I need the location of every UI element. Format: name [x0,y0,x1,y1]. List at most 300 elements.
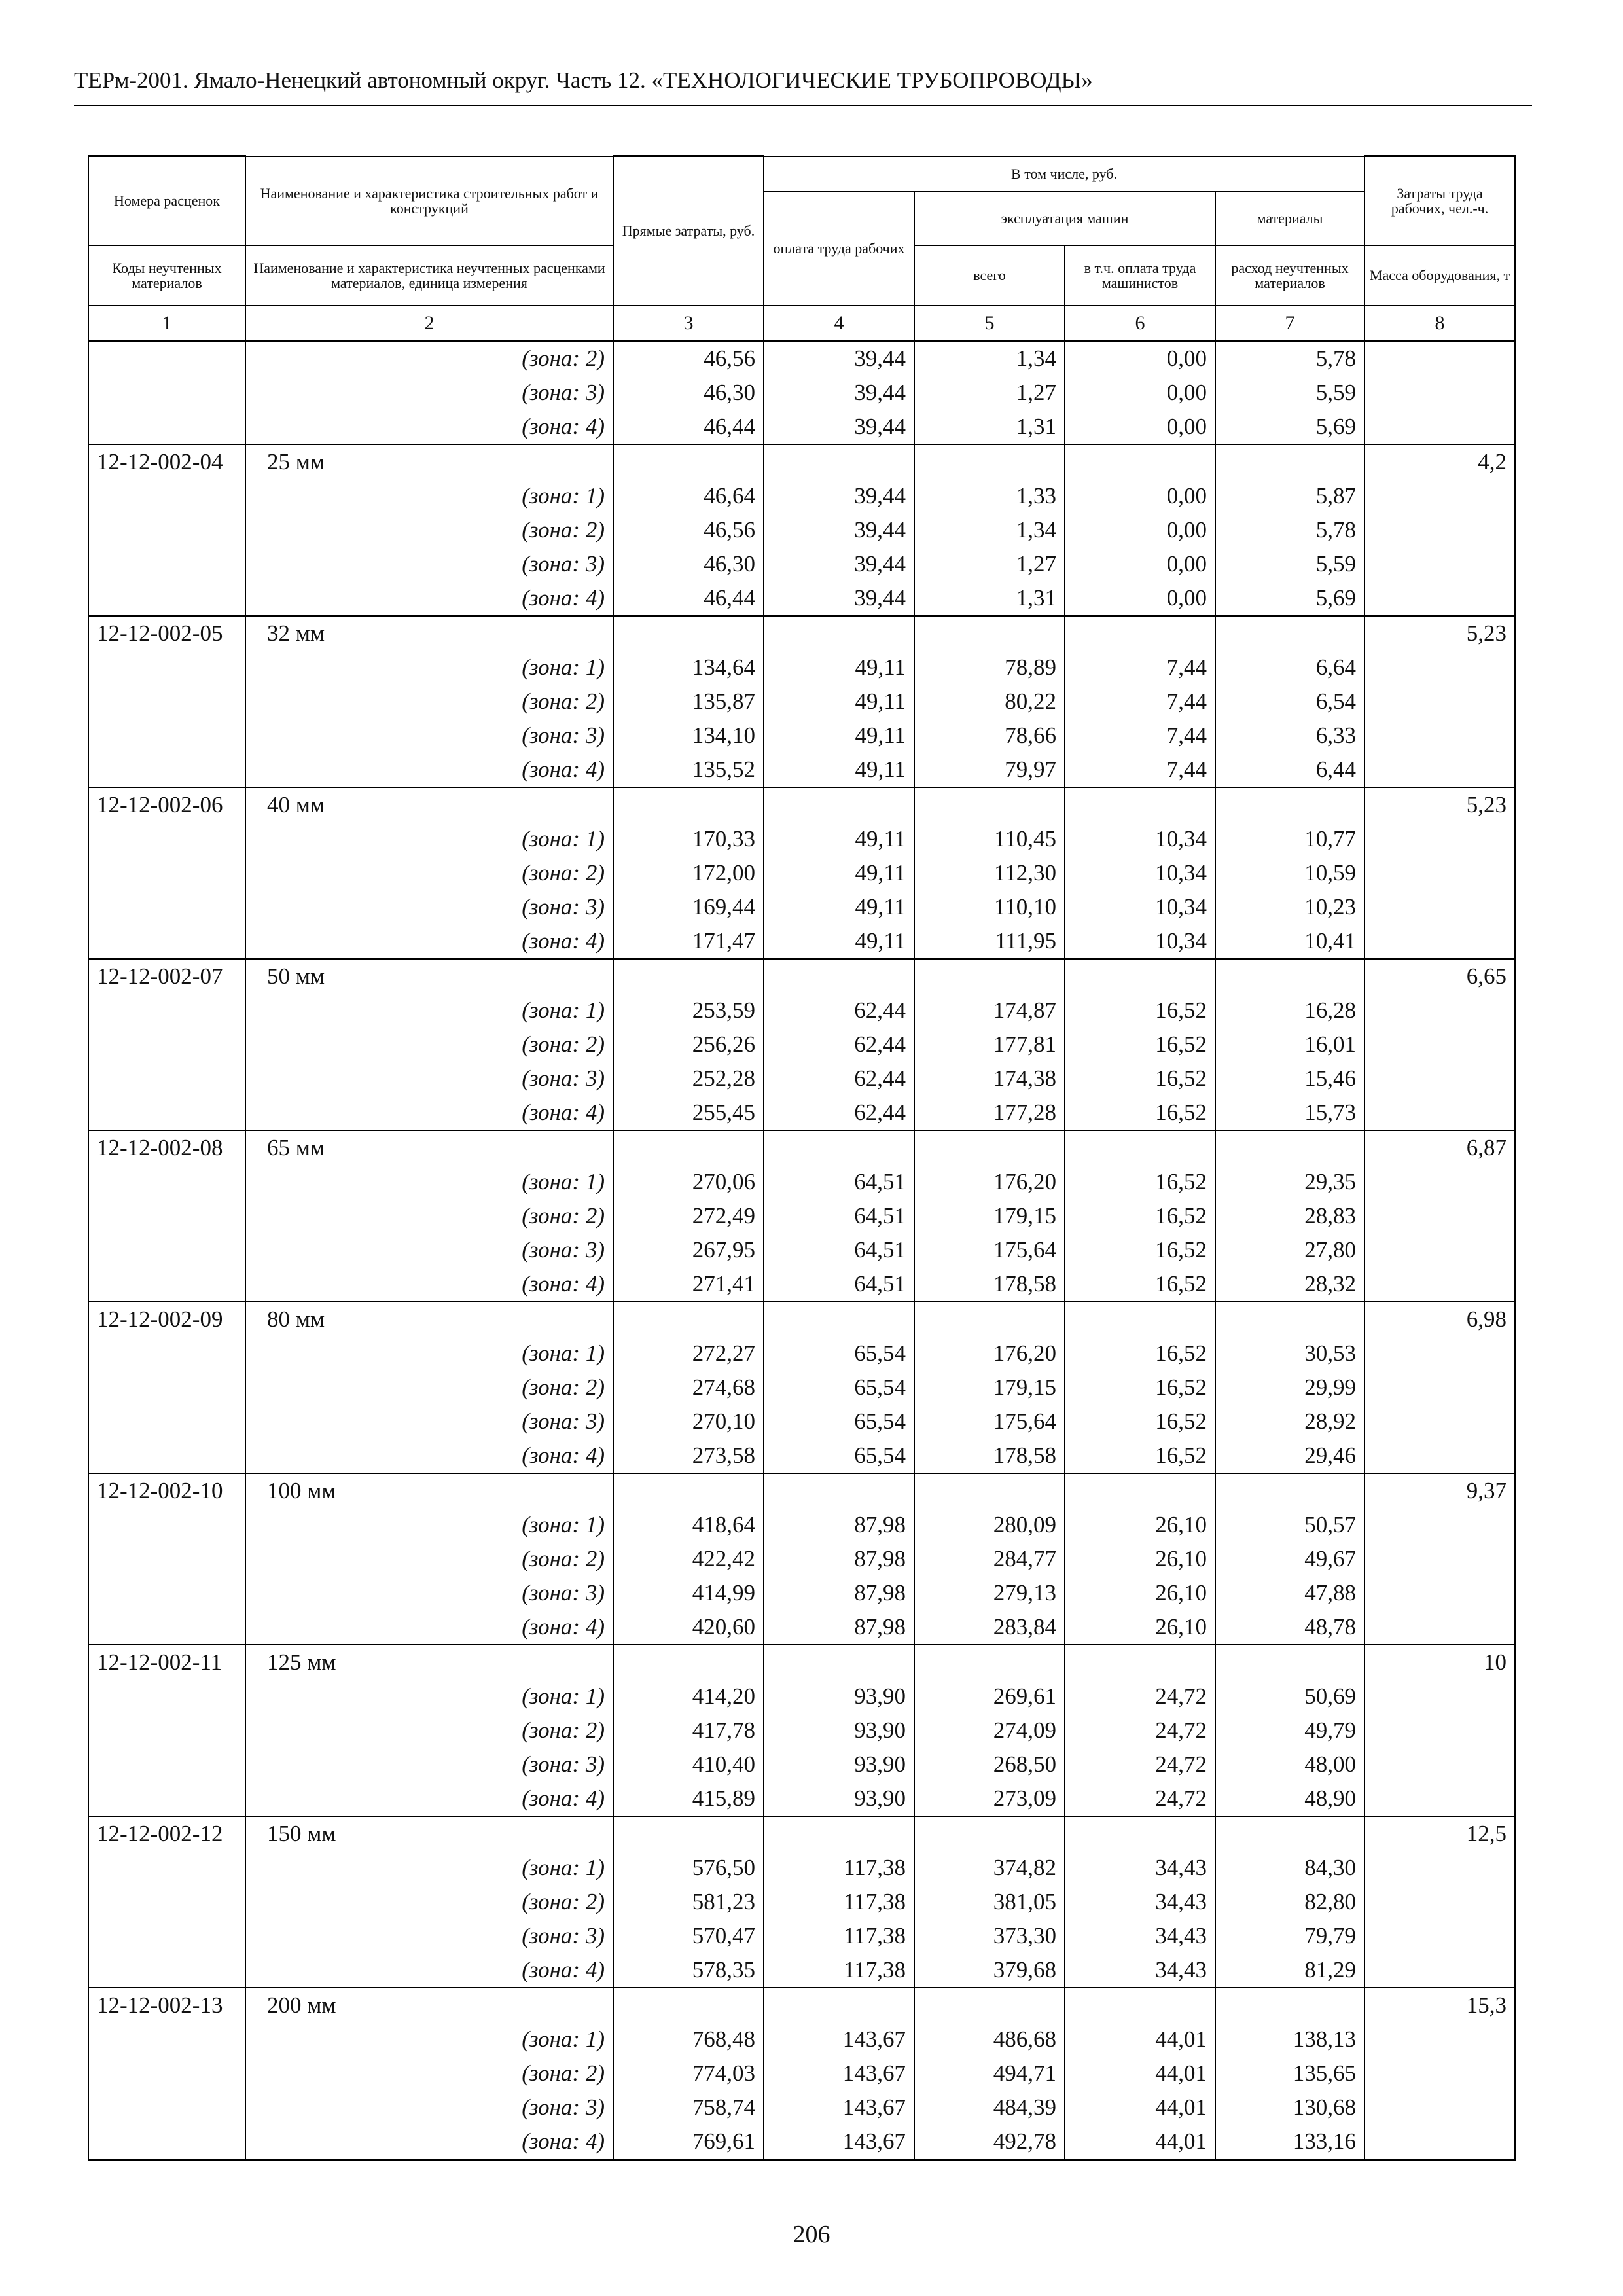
empty-cell [88,651,245,685]
zone-row [88,2056,1515,2090]
zone-row [88,1508,1515,1542]
pipe-diameter: 32 мм [245,616,613,651]
zone-label: (зона: 4) [245,581,613,616]
empty-cell [88,1439,245,1473]
empty-cell [88,1062,245,1096]
machines-total-value: 1,31 [914,581,1065,616]
zone-row [88,1851,1515,1885]
materials-value: 48,00 [1215,1748,1364,1782]
empty-cell [1215,1988,1364,2022]
empty-cell [1364,513,1515,547]
empty-cell [88,1576,245,1610]
zone-label: (зона: 1) [245,822,613,856]
materials-value: 5,59 [1215,547,1364,581]
pipe-diameter: 125 мм [245,1645,613,1679]
empty-cell [1364,994,1515,1028]
workers-pay-value: 65,54 [764,1439,914,1473]
empty-cell [88,1782,245,1816]
empty-cell [1364,1028,1515,1062]
materials-value: 135,65 [1215,2056,1364,2090]
empty-cell [613,1130,764,1165]
header-materials: материалы [1215,192,1364,245]
empty-cell [88,1851,245,1885]
machines-total-value: 280,09 [914,1508,1065,1542]
machinists-pay-value: 16,52 [1065,1371,1215,1405]
empty-cell [88,1919,245,1953]
materials-value: 10,23 [1215,890,1364,924]
zone-label: (зона: 4) [245,1267,613,1302]
machinists-pay-value: 26,10 [1065,1576,1215,1610]
empty-cell [1364,1165,1515,1199]
zone-label: (зона: 3) [245,1576,613,1610]
machines-total-value: 374,82 [914,1851,1065,1885]
zone-label: (зона: 2) [245,1371,613,1405]
materials-value: 5,59 [1215,376,1364,410]
machinists-pay-value: 24,72 [1065,1679,1215,1713]
rate-header-row [88,1302,1515,1336]
machinists-pay-value: 10,34 [1065,924,1215,959]
column-number: 5 [914,306,1065,341]
pipe-diameter: 200 мм [245,1988,613,2022]
empty-cell [1364,924,1515,959]
zone-label: (зона: 2) [245,513,613,547]
pipe-diameter: 100 мм [245,1473,613,1508]
zone-row [88,2090,1515,2125]
empty-cell [88,1508,245,1542]
rate-code: 12-12-002-06 [88,787,245,822]
materials-value: 5,78 [1215,341,1364,376]
zone-row [88,924,1515,959]
direct-costs-value: 576,50 [613,1851,764,1885]
empty-cell [764,1130,914,1165]
machines-total-value: 379,68 [914,1953,1065,1988]
empty-cell [764,787,914,822]
empty-cell [1364,1508,1515,1542]
header-rule [74,105,1532,106]
rate-code: 12-12-002-08 [88,1130,245,1165]
empty-cell [764,959,914,994]
machinists-pay-value: 0,00 [1065,479,1215,513]
direct-costs-value: 417,78 [613,1713,764,1748]
direct-costs-value: 169,44 [613,890,764,924]
direct-costs-value: 256,26 [613,1028,764,1062]
empty-cell [1215,616,1364,651]
zone-row [88,685,1515,719]
machinists-pay-value: 34,43 [1065,1919,1215,1953]
direct-costs-value: 758,74 [613,2090,764,2125]
rate-code: 12-12-002-07 [88,959,245,994]
zone-row [88,376,1515,410]
materials-value: 6,54 [1215,685,1364,719]
zone-label: (зона: 2) [245,341,613,376]
empty-cell [88,685,245,719]
empty-cell [1215,444,1364,479]
materials-value: 10,77 [1215,822,1364,856]
materials-value: 10,41 [1215,924,1364,959]
direct-costs-value: 46,56 [613,513,764,547]
empty-cell [88,2090,245,2125]
machines-total-value: 373,30 [914,1919,1065,1953]
zone-row [88,479,1515,513]
workers-pay-value: 117,38 [764,1953,914,1988]
machines-total-value: 179,15 [914,1371,1065,1405]
workers-pay-value: 39,44 [764,376,914,410]
labor-cost-value: 6,65 [1364,959,1515,994]
workers-pay-value: 87,98 [764,1610,914,1645]
direct-costs-value: 769,61 [613,2125,764,2160]
table-body [88,341,1515,2160]
empty-cell [88,1542,245,1576]
empty-cell [613,787,764,822]
empty-cell [1364,651,1515,685]
machinists-pay-value: 34,43 [1065,1885,1215,1919]
direct-costs-value: 414,20 [613,1679,764,1713]
zone-label: (зона: 4) [245,410,613,444]
empty-cell [764,1645,914,1679]
direct-costs-value: 273,58 [613,1439,764,1473]
zone-label: (зона: 2) [245,2056,613,2090]
zone-label: (зона: 4) [245,1953,613,1988]
zone-row [88,1267,1515,1302]
rate-header-row [88,787,1515,822]
zone-label: (зона: 2) [245,1542,613,1576]
empty-cell [88,1713,245,1748]
machinists-pay-value: 16,52 [1065,1267,1215,1302]
empty-cell [764,1816,914,1851]
direct-costs-value: 252,28 [613,1062,764,1096]
empty-cell [1364,1062,1515,1096]
header-workers-pay: оплата труда рабочих [764,192,914,306]
zone-row [88,822,1515,856]
workers-pay-value: 143,67 [764,2090,914,2125]
empty-cell [613,1473,764,1508]
empty-cell [613,616,764,651]
empty-cell [1364,2125,1515,2160]
empty-cell [88,1267,245,1302]
machinists-pay-value: 44,01 [1065,2056,1215,2090]
rates-table [88,155,1516,2161]
direct-costs-value: 768,48 [613,2022,764,2056]
empty-cell [914,1645,1065,1679]
machines-total-value: 174,87 [914,994,1065,1028]
rate-header-row [88,444,1515,479]
empty-cell [88,513,245,547]
direct-costs-value: 274,68 [613,1371,764,1405]
pipe-diameter: 50 мм [245,959,613,994]
machinists-pay-value: 26,10 [1065,1610,1215,1645]
materials-value: 79,79 [1215,1919,1364,1953]
header-material-name: Наименование и характеристика неучтенных расценками материалов, единица измерения [245,245,613,306]
direct-costs-value: 135,87 [613,685,764,719]
machinists-pay-value: 10,34 [1065,822,1215,856]
zone-row [88,1782,1515,1816]
materials-value: 16,01 [1215,1028,1364,1062]
machinists-pay-value: 7,44 [1065,719,1215,753]
zone-label: (зона: 3) [245,1405,613,1439]
empty-cell [88,1096,245,1130]
workers-pay-value: 39,44 [764,581,914,616]
zone-label: (зона: 3) [245,890,613,924]
empty-cell [1065,1645,1215,1679]
empty-cell [88,581,245,616]
empty-cell [1215,959,1364,994]
empty-cell [88,1748,245,1782]
empty-cell [1065,1302,1215,1336]
materials-value: 5,87 [1215,479,1364,513]
workers-pay-value: 49,11 [764,822,914,856]
direct-costs-value: 267,95 [613,1233,764,1267]
labor-cost-value: 6,87 [1364,1130,1515,1165]
empty-cell [88,753,245,787]
empty-cell [914,787,1065,822]
materials-value: 48,90 [1215,1782,1364,1816]
machinists-pay-value: 10,34 [1065,856,1215,890]
pipe-diameter: 40 мм [245,787,613,822]
materials-value: 28,92 [1215,1405,1364,1439]
empty-cell [1065,959,1215,994]
machinists-pay-value: 16,52 [1065,1233,1215,1267]
zone-row [88,1679,1515,1713]
column-number: 4 [764,306,914,341]
rate-header-row [88,616,1515,651]
workers-pay-value: 65,54 [764,1336,914,1371]
zone-label: (зона: 3) [245,547,613,581]
rate-code: 12-12-002-12 [88,1816,245,1851]
empty-cell [1364,341,1515,376]
empty-cell [1215,1645,1364,1679]
machinists-pay-value: 0,00 [1065,581,1215,616]
machines-total-value: 269,61 [914,1679,1065,1713]
direct-costs-value: 253,59 [613,994,764,1028]
empty-cell [1364,1919,1515,1953]
workers-pay-value: 65,54 [764,1371,914,1405]
materials-value: 48,78 [1215,1610,1364,1645]
empty-cell [1065,1130,1215,1165]
materials-value: 6,33 [1215,719,1364,753]
labor-cost-value: 4,2 [1364,444,1515,479]
machines-total-value: 486,68 [914,2022,1065,2056]
workers-pay-value: 64,51 [764,1267,914,1302]
pipe-diameter: 25 мм [245,444,613,479]
empty-cell [88,1336,245,1371]
header-equipment-mass: Масса оборудования, т [1364,245,1515,306]
pipe-diameter: 150 мм [245,1816,613,1851]
machines-total-value: 1,27 [914,547,1065,581]
machinists-pay-value: 7,44 [1065,685,1215,719]
materials-value: 82,80 [1215,1885,1364,1919]
empty-cell [88,1953,245,1988]
empty-cell [1364,479,1515,513]
workers-pay-value: 93,90 [764,1713,914,1748]
direct-costs-value: 272,27 [613,1336,764,1371]
empty-cell [1215,787,1364,822]
machinists-pay-value: 44,01 [1065,2090,1215,2125]
zone-row [88,2022,1515,2056]
machines-total-value: 1,34 [914,513,1065,547]
direct-costs-value: 171,47 [613,924,764,959]
materials-value: 49,67 [1215,1542,1364,1576]
header-machine-operation: эксплуатация машин [914,192,1215,245]
column-numbers-row [88,306,1515,341]
machines-total-value: 279,13 [914,1576,1065,1610]
rate-header-row [88,1988,1515,2022]
machines-total-value: 177,81 [914,1028,1065,1062]
materials-value: 50,57 [1215,1508,1364,1542]
direct-costs-value: 46,30 [613,376,764,410]
machinists-pay-value: 16,52 [1065,1062,1215,1096]
zone-row [88,1233,1515,1267]
empty-cell [764,1302,914,1336]
header-material-consumption: расход неучтенных материалов [1215,245,1364,306]
zone-row [88,1165,1515,1199]
zone-label: (зона: 1) [245,994,613,1028]
empty-cell [1065,1988,1215,2022]
machines-total-value: 484,39 [914,2090,1065,2125]
empty-cell [1215,1130,1364,1165]
zone-label: (зона: 3) [245,719,613,753]
machinists-pay-value: 7,44 [1065,753,1215,787]
rate-code: 12-12-002-05 [88,616,245,651]
empty-cell [1364,1096,1515,1130]
empty-cell [1364,2022,1515,2056]
machines-total-value: 492,78 [914,2125,1065,2160]
zone-row [88,1542,1515,1576]
machines-total-value: 178,58 [914,1439,1065,1473]
materials-value: 5,69 [1215,581,1364,616]
zone-row [88,1371,1515,1405]
zone-row [88,1405,1515,1439]
workers-pay-value: 49,11 [764,890,914,924]
zone-row [88,1336,1515,1371]
empty-cell [1364,547,1515,581]
direct-costs-value: 422,42 [613,1542,764,1576]
machinists-pay-value: 16,52 [1065,1165,1215,1199]
machinists-pay-value: 24,72 [1065,1782,1215,1816]
machinists-pay-value: 16,52 [1065,1336,1215,1371]
machinists-pay-value: 44,01 [1065,2022,1215,2056]
direct-costs-value: 46,64 [613,479,764,513]
empty-cell [88,547,245,581]
workers-pay-value: 49,11 [764,753,914,787]
materials-value: 6,44 [1215,753,1364,787]
empty-cell [88,1610,245,1645]
empty-cell [88,1371,245,1405]
rate-code: 12-12-002-13 [88,1988,245,2022]
zone-label: (зона: 1) [245,2022,613,2056]
direct-costs-value: 46,56 [613,341,764,376]
machinists-pay-value: 16,52 [1065,1096,1215,1130]
zone-row [88,1885,1515,1919]
materials-value: 133,16 [1215,2125,1364,2160]
empty-cell [1364,1405,1515,1439]
materials-value: 6,64 [1215,651,1364,685]
zone-row [88,2125,1515,2160]
zone-row [88,719,1515,753]
zone-row [88,1713,1515,1748]
zone-row [88,1748,1515,1782]
empty-cell [1065,1473,1215,1508]
zone-row [88,1439,1515,1473]
empty-cell [1215,1816,1364,1851]
empty-cell [1364,2090,1515,2125]
direct-costs-value: 418,64 [613,1508,764,1542]
direct-costs-value: 46,30 [613,547,764,581]
empty-cell [1364,1336,1515,1371]
materials-value: 15,73 [1215,1096,1364,1130]
workers-pay-value: 49,11 [764,719,914,753]
workers-pay-value: 49,11 [764,924,914,959]
machinists-pay-value: 26,10 [1065,1542,1215,1576]
empty-cell [88,376,245,410]
empty-cell [914,1816,1065,1851]
direct-costs-value: 46,44 [613,581,764,616]
empty-cell [914,616,1065,651]
empty-cell [88,1028,245,1062]
empty-cell [1065,1816,1215,1851]
materials-value: 29,99 [1215,1371,1364,1405]
workers-pay-value: 143,67 [764,2056,914,2090]
empty-cell [613,444,764,479]
header-labor-costs: Затраты труда рабочих, чел.-ч. [1364,156,1515,245]
empty-cell [88,924,245,959]
empty-cell [88,1233,245,1267]
machines-total-value: 110,45 [914,822,1065,856]
header-work-name: Наименование и характеристика строительных работ и конструкций [245,156,613,245]
direct-costs-value: 410,40 [613,1748,764,1782]
rate-code: 12-12-002-09 [88,1302,245,1336]
empty-cell [914,1302,1065,1336]
machines-total-value: 274,09 [914,1713,1065,1748]
empty-cell [88,822,245,856]
direct-costs-value: 255,45 [613,1096,764,1130]
empty-cell [1364,1679,1515,1713]
empty-cell [764,616,914,651]
machines-total-value: 177,28 [914,1096,1065,1130]
labor-cost-value: 15,3 [1364,1988,1515,2022]
materials-value: 10,59 [1215,856,1364,890]
empty-cell [88,2022,245,2056]
rate-code: 12-12-002-11 [88,1645,245,1679]
empty-cell [1364,581,1515,616]
labor-cost-value: 6,98 [1364,1302,1515,1336]
pipe-diameter: 65 мм [245,1130,613,1165]
direct-costs-value: 578,35 [613,1953,764,1988]
zone-row [88,410,1515,444]
workers-pay-value: 62,44 [764,1062,914,1096]
rate-header-row [88,1816,1515,1851]
direct-costs-value: 135,52 [613,753,764,787]
zone-label: (зона: 1) [245,1679,613,1713]
empty-cell [88,856,245,890]
empty-cell [88,2056,245,2090]
zone-label: (зона: 1) [245,1851,613,1885]
workers-pay-value: 93,90 [764,1679,914,1713]
direct-costs-value: 270,06 [613,1165,764,1199]
empty-cell [1364,1267,1515,1302]
zone-row [88,513,1515,547]
direct-costs-value: 271,41 [613,1267,764,1302]
header-machines-total: всего [914,245,1065,306]
header-material-codes: Коды неучтенных материалов [88,245,245,306]
direct-costs-value: 581,23 [613,1885,764,1919]
materials-value: 30,53 [1215,1336,1364,1371]
empty-cell [88,341,245,376]
rate-header-row [88,1473,1515,1508]
rate-code: 12-12-002-10 [88,1473,245,1508]
direct-costs-value: 270,10 [613,1405,764,1439]
machines-total-value: 1,33 [914,479,1065,513]
empty-cell [1215,1473,1364,1508]
